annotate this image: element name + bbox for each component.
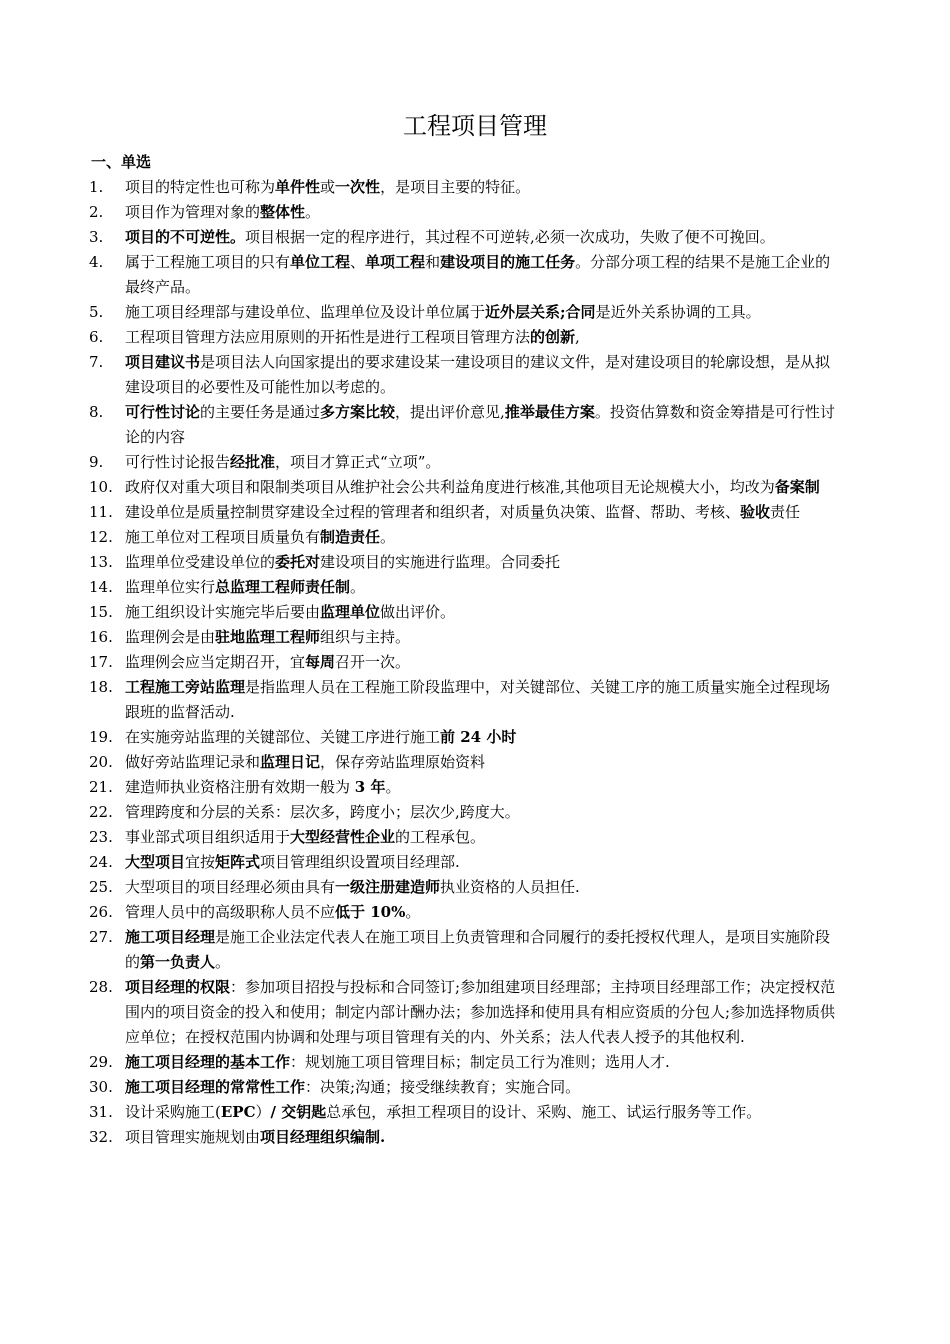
item-text [125, 575, 845, 600]
section-heading: 一、单选 [91, 153, 152, 171]
text-segment: 宜按 [185, 853, 216, 871]
item-number: 20. [89, 753, 113, 771]
bold-keyword: EPC [220, 1103, 256, 1121]
bold-keyword: 矩阵式 [215, 853, 261, 871]
text-segment: 施工项目经理部与建设单位、监理单位及设计单位属于 [125, 303, 486, 321]
page-title: 工程项目管理 [403, 112, 547, 140]
bold-keyword: 驻地监理工程师 [215, 628, 321, 646]
list-item [0, 725, 950, 750]
text-segment: 政府仅对重大项目和限制类项目从维护社会公共利益角度进行核准,其他项目无论规模大小，均改为 [125, 478, 775, 496]
text-segment: 的主要任务是通过 [200, 403, 321, 421]
bold-keyword: 工程施工旁站监理 [125, 678, 246, 696]
text-segment: 建造师执业资格注册有效期一般为 [125, 778, 355, 796]
item-number: 29. [89, 1053, 113, 1071]
item-number: 9. [89, 453, 104, 471]
item-text [125, 325, 845, 350]
item-number: 1. [89, 178, 104, 196]
bold-keyword: 施工项目经理 [125, 928, 216, 946]
list-item [0, 650, 950, 675]
text-segment: 。 [350, 578, 366, 596]
item-number: 8. [89, 403, 104, 421]
item-text [125, 175, 845, 200]
item-number: 16. [89, 628, 113, 646]
text-segment: 项目管理组织设置项目经理部. [260, 853, 460, 871]
text-segment: 做好旁站监理记录和 [125, 753, 261, 771]
item-text [125, 400, 845, 450]
bold-keyword: 委托对 [275, 553, 321, 571]
text-segment: 监理单位受建设单位的 [125, 553, 276, 571]
text-segment: 。 [305, 203, 321, 221]
list-item [0, 350, 950, 400]
text-segment: , [575, 328, 580, 346]
list-item [0, 675, 950, 725]
text-segment: 、 [350, 253, 366, 271]
bold-keyword: 大型项目 [125, 853, 186, 871]
item-number: 27. [89, 928, 113, 946]
text-segment: 或 [320, 178, 336, 196]
text-segment: 施工组织设计实施完毕后要由 [125, 603, 321, 621]
item-number: 25. [89, 878, 113, 896]
bold-keyword: 低于 10% [335, 903, 406, 921]
list-item [0, 625, 950, 650]
text-segment: 执业资格的人员担任. [440, 878, 580, 896]
text-segment: 召开一次。 [335, 653, 411, 671]
item-number: 15. [89, 603, 113, 621]
item-text [125, 250, 845, 300]
text-segment: 。投资估算数和资金筹措是可行性讨论的内容 [125, 403, 835, 446]
list-item [0, 225, 950, 250]
item-text [125, 625, 845, 650]
bold-keyword: 的创新 [530, 328, 576, 346]
bold-keyword: 项目经理的权限 [125, 978, 231, 996]
bold-keyword: 推举最佳方案 [504, 403, 595, 421]
item-text [125, 350, 845, 400]
item-text [125, 475, 845, 500]
item-number: 14. [89, 578, 113, 596]
item-text [125, 225, 845, 250]
text-segment: 组织与主持。 [320, 628, 411, 646]
item-number: 26. [89, 903, 113, 921]
item-number: 4. [89, 253, 104, 271]
list-item [0, 775, 950, 800]
list-item [0, 1125, 950, 1150]
question-list [0, 175, 950, 1150]
item-number: 19. [89, 728, 113, 746]
text-segment: ：规划施工项目管理目标；制定员工行为准则；选用人才. [290, 1053, 670, 1071]
bold-keyword: / 交钥匙 [270, 1103, 327, 1121]
bold-keyword: 单项工程 [365, 253, 426, 271]
item-number: 28. [89, 978, 113, 996]
list-item [0, 875, 950, 900]
item-number: 6. [89, 328, 104, 346]
text-segment: 。 [385, 778, 401, 796]
list-item [0, 800, 950, 825]
item-text [125, 825, 845, 850]
list-item [0, 400, 950, 450]
list-item [0, 550, 950, 575]
item-text [125, 975, 845, 1050]
item-text [125, 850, 845, 875]
text-segment: ，保存旁站监理原始资料 [320, 753, 486, 771]
text-segment: 管理人员中的高级职称人员不应 [125, 903, 336, 921]
text-segment: 是项目法人向国家提出的要求建设某一建设项目的建议文件，是对建设项目的轮廓设想，是从拟建设项目的必要性及可能性加以考虑的。 [125, 353, 831, 396]
list-item [0, 175, 950, 200]
bold-keyword: 多方案比较 [320, 403, 396, 421]
list-item [0, 600, 950, 625]
bold-keyword: 单位工程 [290, 253, 351, 271]
list-item [0, 575, 950, 600]
bold-keyword: 验收 [740, 503, 771, 521]
list-item [0, 325, 950, 350]
item-number: 22. [89, 803, 113, 821]
text-segment: 项目根据一定的程序进行，其过程不可逆转,必须一次成功，失败了便不可挽回。 [245, 228, 775, 246]
bold-keyword: 监理单位 [320, 603, 381, 621]
bold-keyword: 项目建议书 [125, 353, 201, 371]
item-number: 3. [89, 228, 104, 246]
list-item [0, 1100, 950, 1125]
item-number: 24. [89, 853, 113, 871]
text-segment: 总承包，承担工程项目的设计、采购、施工、试运行服务等工作。 [326, 1103, 762, 1121]
text-segment: 项目管理实施规划由 [125, 1128, 261, 1146]
item-number: 23. [89, 828, 113, 846]
item-text [125, 300, 845, 325]
text-segment: 。 [405, 903, 421, 921]
item-text [125, 1050, 845, 1075]
text-segment: 可行性讨论报告 [125, 453, 231, 471]
bold-keyword: 制造责任 [320, 528, 381, 546]
text-segment: 的工程承包。 [395, 828, 486, 846]
item-number: 11. [89, 503, 113, 521]
text-segment: ） [255, 1103, 271, 1121]
bold-keyword: 大型经营性企业 [290, 828, 396, 846]
item-text [125, 550, 845, 575]
text-segment: ：决策;沟通；接受继续教育；实施合同。 [305, 1078, 581, 1096]
text-segment: 工程项目管理方法应用原则的开拓性是进行工程项目管理方法 [125, 328, 531, 346]
item-text [125, 775, 845, 800]
list-item [0, 975, 950, 1050]
text-segment: ，项目才算正式“立项”。 [275, 453, 441, 471]
item-text [125, 525, 845, 550]
list-item [0, 750, 950, 775]
item-number: 30. [89, 1078, 113, 1096]
list-item [0, 850, 950, 875]
list-item [0, 250, 950, 300]
text-segment: ，是项目主要的特征。 [380, 178, 531, 196]
list-item [0, 900, 950, 925]
text-segment: 管理跨度和分层的关系：层次多，跨度小；层次少,跨度大。 [125, 803, 520, 821]
text-segment: ：参加项目招投与投标和合同签订;参加组建项目经理部；主持项目经理部工作；决定授权范围内的项目资金的投入和使用；制定内部计酬办法；参加选择和使用具有相应资质的分包人;参加选择物质供应单位；在授权范围内协调和处理与项目管理有关的内、外关系；法人代表人授予的其他权利. [125, 978, 836, 1046]
list-item [0, 1075, 950, 1100]
text-segment: 监理单位实行 [125, 578, 216, 596]
item-number: 10. [89, 478, 113, 496]
list-item [0, 825, 950, 850]
bold-keyword: 项目经理组织编制. [260, 1128, 386, 1146]
item-number: 18. [89, 678, 113, 696]
list-item [0, 500, 950, 525]
text-segment: 属于工程施工项目的只有 [125, 253, 291, 271]
item-text [125, 800, 845, 825]
item-text [125, 725, 845, 750]
bold-keyword: 第一负责人 [140, 953, 216, 971]
item-text [125, 875, 845, 900]
bold-keyword: 3 年 [354, 778, 386, 796]
bold-keyword: 建设项目的施工任务 [440, 253, 576, 271]
bold-keyword: 整体性 [260, 203, 306, 221]
text-segment: 是施工企业法定代表人在施工项目上负责管理和合同履行的委托授权代理人，是项目实施阶段的 [125, 928, 831, 971]
item-text [125, 200, 845, 225]
item-text [125, 750, 845, 775]
bold-keyword: 可行性讨论 [125, 403, 201, 421]
item-number: 5. [89, 303, 104, 321]
list-item [0, 925, 950, 975]
text-segment: ，提出评价意见, [395, 403, 505, 421]
bold-keyword: 前 24 小时 [440, 728, 517, 746]
text-segment: 项目作为管理对象的 [125, 203, 261, 221]
item-number: 2. [89, 203, 104, 221]
item-text [125, 650, 845, 675]
item-number: 21. [89, 778, 113, 796]
item-text [125, 1125, 845, 1150]
item-text [125, 925, 845, 975]
text-segment: 监理例会是由 [125, 628, 216, 646]
list-item [0, 1050, 950, 1075]
text-segment: 监理例会应当定期召开，宜 [125, 653, 306, 671]
bold-keyword: 施工项目经理的常常性工作 [125, 1078, 306, 1096]
text-segment: 施工单位对工程项目质量负有 [125, 528, 321, 546]
list-item [0, 200, 950, 225]
item-text [125, 600, 845, 625]
bold-keyword: 总监理工程师责任制 [215, 578, 351, 596]
item-text [125, 450, 845, 475]
item-text [125, 900, 845, 925]
text-segment: 大型项目的项目经理必须由具有 [125, 878, 336, 896]
text-segment: 设计采购施工( [125, 1103, 221, 1121]
text-segment: 建设项目的实施进行监理。合同委托 [320, 553, 561, 571]
text-segment: 是指监理人员在工程施工阶段监理中，对关键部位、关键工序的施工质量实施全过程现场跟班的监督活动. [125, 678, 831, 721]
bold-keyword: 备案制 [774, 478, 820, 496]
list-item [0, 475, 950, 500]
text-segment: 项目的特定性也可称为 [125, 178, 276, 196]
item-number: 7. [89, 353, 104, 371]
item-number: 12. [89, 528, 113, 546]
text-segment: 和 [425, 253, 441, 271]
bold-keyword: 每周 [305, 653, 336, 671]
text-segment: 。分部分项工程的结果不是施工企业的最终产品。 [125, 253, 831, 296]
text-segment: 做出评价。 [380, 603, 456, 621]
item-number: 31. [89, 1103, 113, 1121]
text-segment: 事业部式项目组织适用于 [125, 828, 291, 846]
text-segment: 建设单位是质量控制贯穿建设全过程的管理者和组织者，对质量负决策、监督、帮助、考核、 [125, 503, 741, 521]
list-item [0, 300, 950, 325]
item-text [125, 500, 845, 525]
text-segment: 在实施旁站监理的关键部位、关键工序进行施工 [125, 728, 441, 746]
item-text [125, 1100, 845, 1125]
item-text [125, 1075, 845, 1100]
bold-keyword: 单件性 [275, 178, 321, 196]
text-segment: 责任 [770, 503, 801, 521]
list-item [0, 450, 950, 475]
item-number: 17. [89, 653, 113, 671]
item-number: 32. [89, 1128, 113, 1146]
list-item [0, 525, 950, 550]
item-number: 13. [89, 553, 113, 571]
bold-keyword: 经批准 [230, 453, 276, 471]
bold-keyword: 项目的不可逆性。 [125, 228, 246, 246]
text-segment: 。 [215, 953, 231, 971]
bold-keyword: 近外层关系;合同 [485, 303, 596, 321]
bold-keyword: 一次性 [335, 178, 381, 196]
bold-keyword: 施工项目经理的基本工作 [125, 1053, 291, 1071]
text-segment: 。 [380, 528, 396, 546]
item-text [125, 675, 845, 725]
bold-keyword: 监理日记 [260, 753, 321, 771]
text-segment: 是近外关系协调的工具。 [595, 303, 761, 321]
bold-keyword: 一级注册建造师 [335, 878, 441, 896]
